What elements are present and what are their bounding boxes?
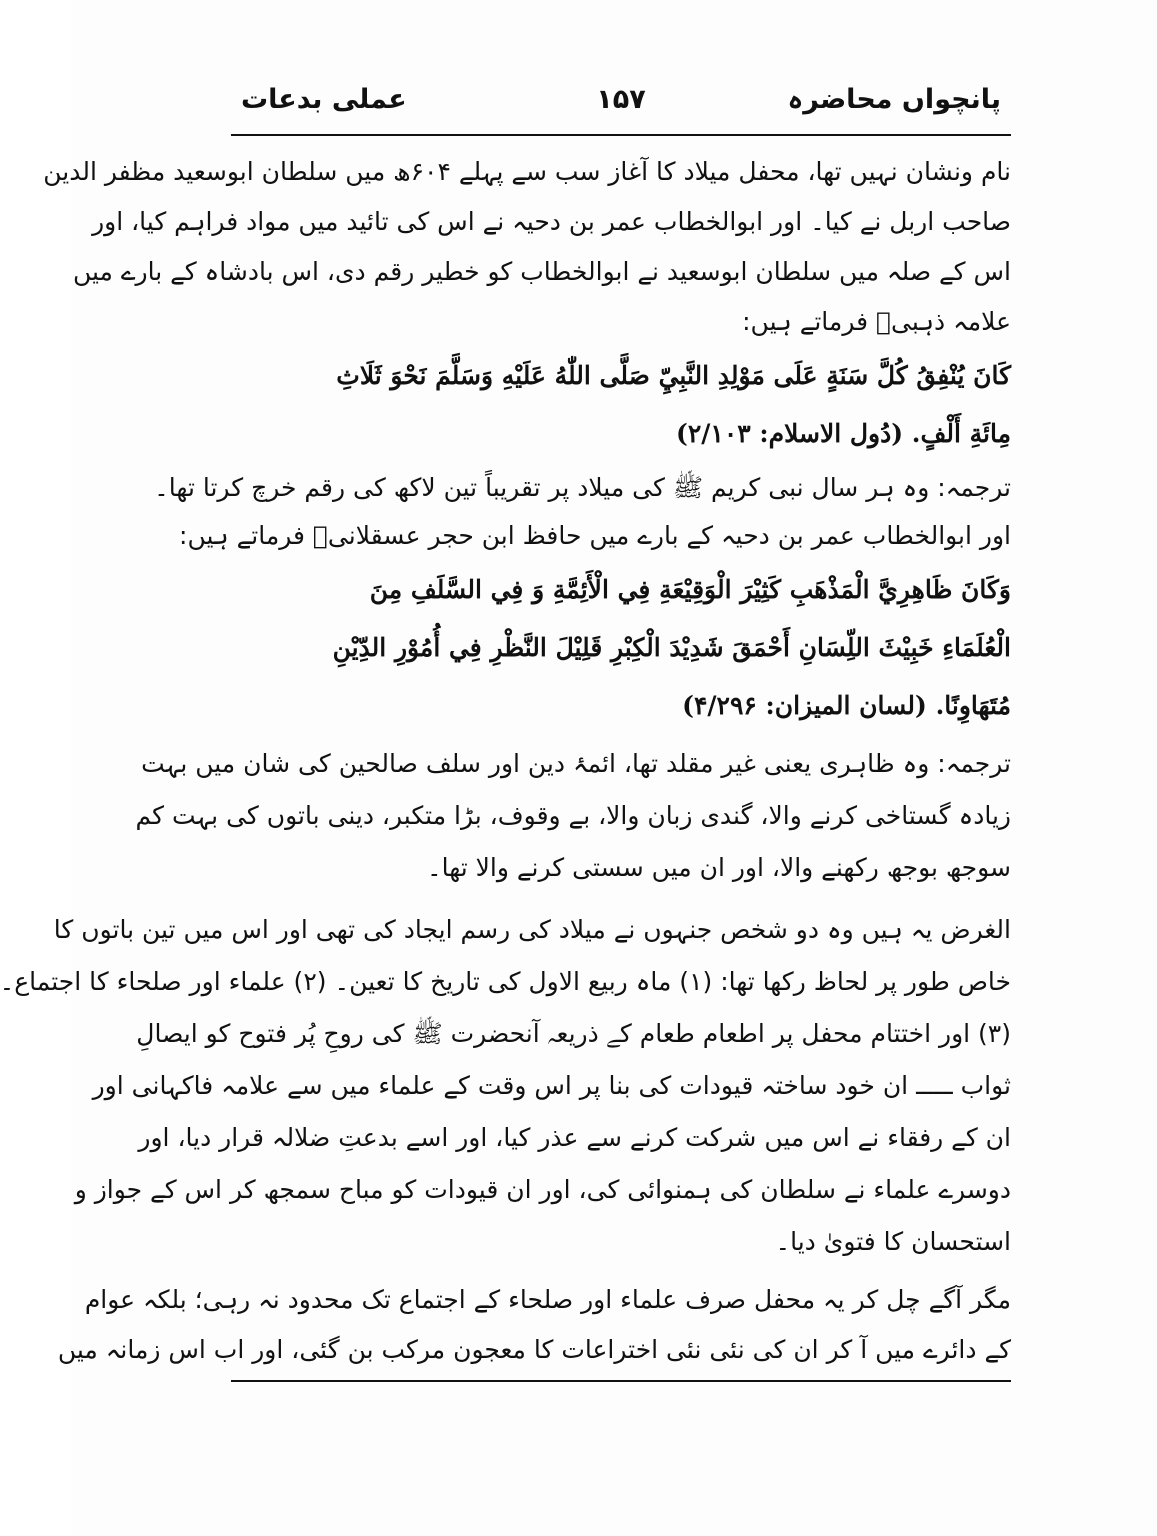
- text-line: ان کے رفقاء نے اس میں شرکت کرنے سے عذر کیا، اور اسے بدعتِ ضلالہ قرار دیا، اور: [138, 1123, 1011, 1152]
- section-title: عملی بدعات: [241, 84, 407, 115]
- text-line: سوجھ بوجھ رکھنے والا، اور ان میں سستی کرنے والا تھا۔: [426, 853, 1011, 882]
- text-line: مگر آگے چل کر یہ محفل صرف علماء اور صلحاء کے اجتماع تک محدود نہ رہی؛ بلکہ عوام: [84, 1285, 1011, 1314]
- chapter-title: پانچواں محاضرہ: [787, 84, 1001, 115]
- text-line: ثواب ـــــ ان خود ساختہ قیودات کی بنا پر اس وقت کے علماء میں سے علامہ فاکہانی اور: [92, 1071, 1011, 1100]
- page-number: ۱۵۷: [596, 84, 646, 115]
- arabic-quote-line: كَانَ يُنْفِقُ كُلَّ سَنَةٍ عَلَى مَوْلِدِ النَّبِيِّ صَلَّى اللّٰهُ عَلَيْهِ وَسَلَّمَ نَحْوَ ثَلَاثِ: [336, 361, 1011, 390]
- text-line: زیادہ گستاخی کرنے والا، گندی زبان والا، بے وقوف، بڑا متکبر، دینی باتوں کی بہت کم: [135, 801, 1011, 830]
- text-line: نام ونشان نہیں تھا، محفل میلاد کا آغاز سب سے پہلے ۶۰۴ھ میں سلطان ابوسعید مظفر الدین: [43, 157, 1011, 186]
- text-line: کے دائرے میں آ کر ان کی نئی نئی اختراعات کا معجون مرکب بن گئی، اور اب اس زمانہ میں: [57, 1335, 1011, 1364]
- text-line: دوسرے علماء نے سلطان کی ہمنوائی کی، اور ان قیودات کو مباح سمجھ کر اس کے جواز و: [74, 1175, 1011, 1204]
- footer-rule: [231, 1380, 1011, 1382]
- text-line: علامہ ذہبیؒ فرماتے ہیں:: [742, 307, 1011, 336]
- translation-line: ترجمہ: وہ ظاہری یعنی غیر مقلد تھا، ائمۂ دین اور سلف صالحین کی شان میں بہت: [141, 749, 1011, 778]
- text-line: استحسان کا فتویٰ دیا۔: [775, 1227, 1011, 1256]
- translation-line: ترجمہ: وہ ہر سال نبی کریم ﷺ کی میلاد پر تقریباً تین لاکھ کی رقم خرچ کرتا تھا۔: [154, 473, 1011, 502]
- text-line: الغرض یہ ہیں وہ دو شخص جنہوں نے میلاد کی رسم ایجاد کی تھی اور اس میں تین باتوں کا: [53, 915, 1011, 944]
- page-header: [231, 78, 1011, 134]
- arabic-quote-line: مُتَهَاوِنًا. (لسان الميزان: ۴/۲۹۶): [682, 691, 1011, 720]
- header-rule: [231, 134, 1011, 136]
- text-line: اور ابوالخطاب عمر بن دحیہ کے بارے میں حافظ ابن حجر عسقلانیؒ فرماتے ہیں:: [179, 521, 1011, 550]
- arabic-quote-line: مِائَةِ أَلْفٍ. (دُول الاسلام: ۲/۱۰۳): [676, 419, 1011, 448]
- text-line: خاص طور پر لحاظ رکھا تھا: (۱) ماہ ربیع الاول کی تاریخ کا تعین۔ (۲) علماء اور صلحاء کا اجتماع۔: [0, 967, 1011, 996]
- text-line: (۳) اور اختتام محفل پر اطعام طعام کے ذریعہ آنحضرت ﷺ کی روحِ پُر فتوح کو ایصالِ: [136, 1019, 1011, 1048]
- text-line: اس کے صلہ میں سلطان ابوسعید نے ابوالخطاب کو خطیر رقم دی، اس بادشاہ کے بارے میں: [72, 257, 1011, 286]
- arabic-quote-line: الْعُلَمَاءِ خَبِيْثَ اللِّسَانِ أَحْمَقَ شَدِيْدَ الْكِبْرِ قَلِيْلَ النَّظْرِ فِي أُمُوْرِ الدِّيْنِ: [332, 633, 1011, 662]
- arabic-quote-line: وَكَانَ ظَاهِرِيَّ الْمَذْهَبِ كَثِيْرَ الْوَقِيْعَةِ فِي الْأَئِمَّةِ وَ فِي السَّلَفِ مِنَ: [369, 575, 1011, 604]
- text-line: صاحب اربل نے کیا۔ اور ابوالخطاب عمر بن دحیہ نے اس کی تائید میں مواد فراہم کیا، اور: [92, 207, 1011, 236]
